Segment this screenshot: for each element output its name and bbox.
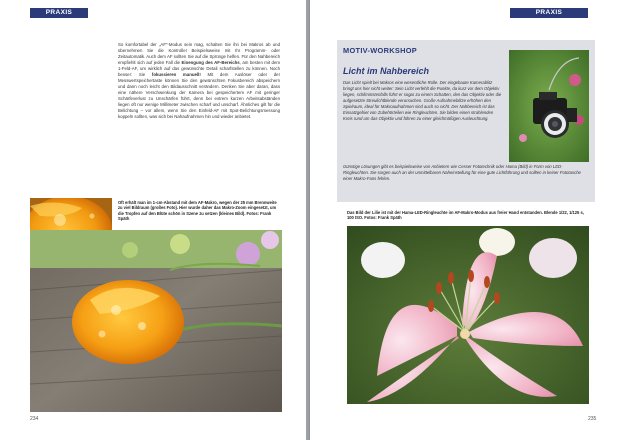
section-tab: PRAXIS bbox=[510, 8, 588, 18]
photo-caption: Oft erhält man im 1-cm-Abstand mit dem AF-Makro, wegen der 25 mm Brennweite zu viel Bildraum (großes Foto). Hier wurde daher das Makro-Zoom eingesetzt, um die Tropfen auf den Blüte schön in Szene zu setzen (kleines Bild). Fotos: Frank Späth bbox=[118, 200, 277, 221]
camera-ringlight-photo bbox=[509, 50, 589, 162]
workshop-box bbox=[337, 40, 595, 202]
page-number: 235 bbox=[588, 416, 597, 422]
body-text-highlight: Einengung des AF-Bereichs bbox=[181, 60, 240, 66]
main-photo-poppy-on-wood bbox=[30, 230, 282, 412]
body-text-run: So komfortabel der „AF“-Modus sein mag, schalten Sie ihn bei Makros ab und übernehmen Sie die Kontrolle! Beispielsweise mit Ihr Programm- oder Zeitautomatik. Auch dem AF sollten Sie auf die Sprünge helfen. Für den Nahbereich empfiehlt sich auf jeden Fall die bbox=[118, 42, 280, 66]
body-text-run: Mit dem Auslöser oder der Messwertspeichertaste können Sie den gewünschten Fokusbereich abspeichern und dann noch leicht den Bildausschnitt verändern. Denken Sie aber daran, dass eine nähere Verschwenkung der Kamera bei gespeichertem AF mit geringer Schärfeverlust zu Unschärfen führt, denn bei extrem kurzen Arbeitsabständen liegen oft nur wenige Millimeter zwischen scharf und unscharf. Ähnliches gilt für die Belichtung – vor allem, wenn Sie den Einfeld-AF mit Spot-Belichtungsmessung koppeln sollten, was sich bei Nahaufnahmen hin und wieder anbietet. bbox=[118, 72, 281, 120]
right-page bbox=[310, 0, 618, 440]
workshop-subheading: Licht im Nahbereich bbox=[343, 66, 430, 76]
body-text-highlight: fokussieren manuell! bbox=[151, 72, 201, 78]
body-text bbox=[118, 42, 280, 120]
photo-caption: Das Bild der Lilie ist mit der Hama-LED-Ringleuchte im AF-Makro-Modus aus freier Hand entstanden. Blende 1/22, 1/125 s, 100 ISO. Fotos: Frank Späth bbox=[347, 210, 584, 221]
body-text-run: , am besten mit dem 1-Feld-AF, um wirklich auf das gewünschte Detail scharfstellen zu können. Noch besser: Sie bbox=[118, 60, 280, 78]
section-tab: PRAXIS bbox=[30, 8, 88, 18]
workshop-text: Das Licht spielt bei Makros eine wesentliche Rolle. Der eingebaute Kamerablitz bringt uns hier nicht weiter: Sein Licht verfehlt die Punkte, da kurz vor dem Objektiv liegen, schlimmstenfalls führt er sogar zu einem Schatten, den das Objektiv oder die aufgesetzte Streulichtblende verursachen. Große Aufnahmeblitze erhöhen den Spielraum, ideal für Makroaufnahmen sind auch so nicht. Der Nahbereich ist das Einsatzgebiet von Zubehörteilen wie Ringleuchten. Sie bilden einen strahlenden Kreis rund um das Objektiv und führen zu einer gleichmäßigen Ausleuchtung. bbox=[343, 80, 502, 121]
workshop-heading: MOTIV-WORKSHOP bbox=[343, 46, 417, 55]
page-number: 234 bbox=[30, 416, 39, 422]
workshop-text-continued: Günstige Lösungen gibt es beispielsweise von Anbietern wie Cesser Fototechnik oder Hama (Bild) in Form von LED-Ringleuchten. Sie sorgen auch an der unmittelbaren Naheinstellung für eine gute Lichtführung und sollten in keiner Fototasche einer Makro-Fans fehlen. bbox=[343, 164, 581, 181]
main-photo-lily bbox=[347, 226, 589, 404]
left-page bbox=[0, 0, 306, 440]
